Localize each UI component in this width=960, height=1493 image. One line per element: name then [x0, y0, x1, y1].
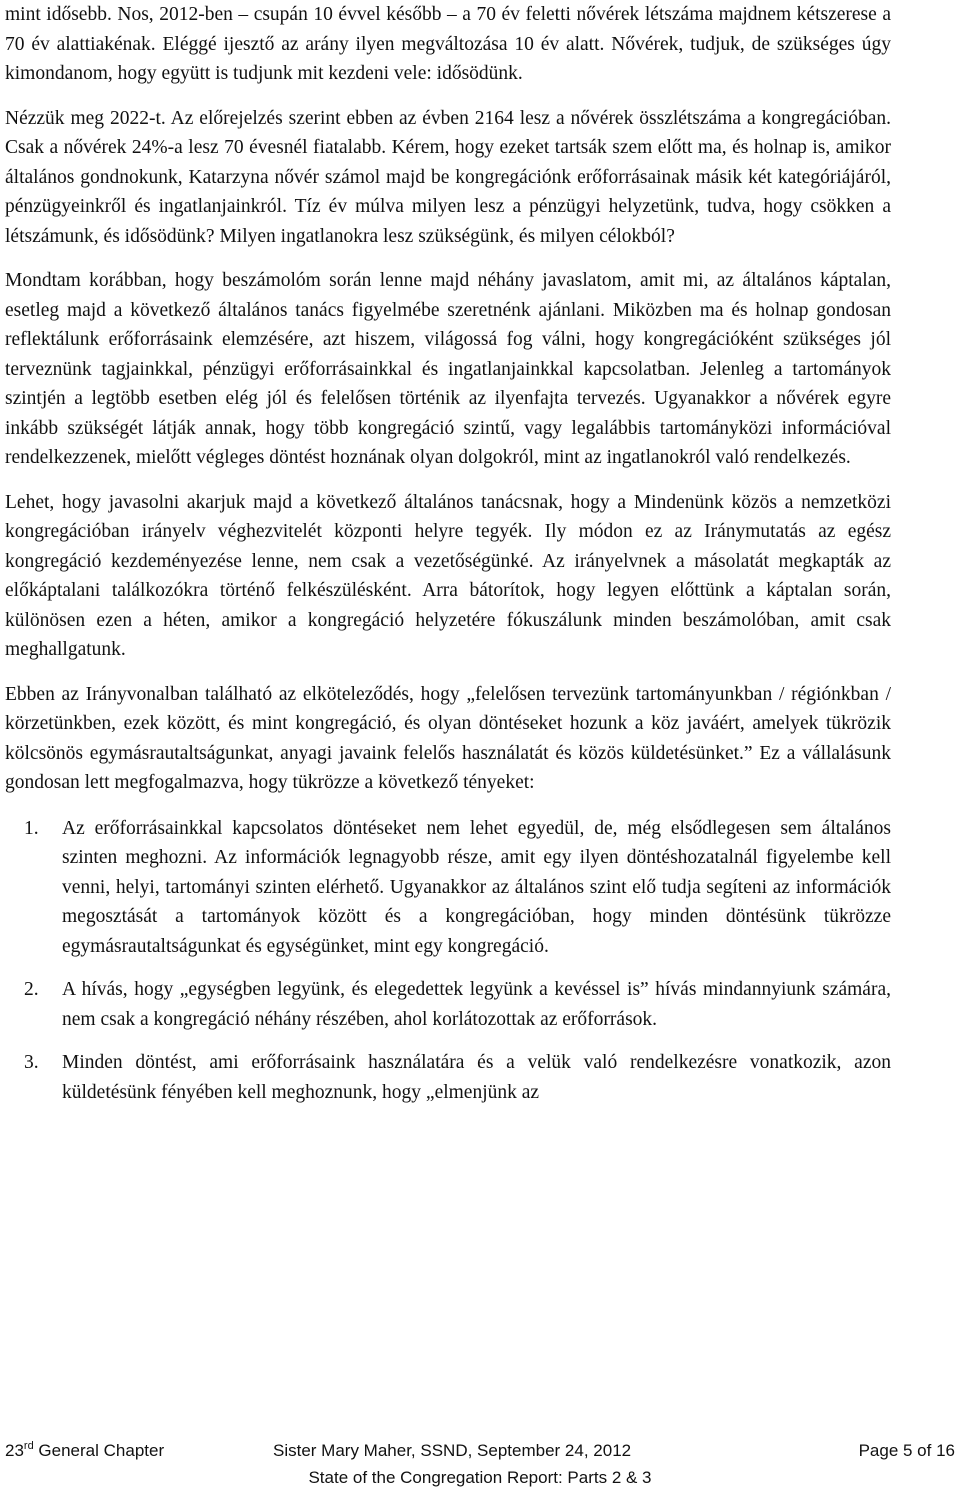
list-number: 2.: [24, 979, 39, 1000]
list-item: [5, 975, 891, 1034]
list-item-text: Minden döntést, ami erőforrásaink használatára és a velük való rendelkezésre vonatkozik, azon küldetésünk fényében kell meghoznunk, hogy „elmenjünk az: [62, 1052, 891, 1103]
footer-report-title: State of the Congregation Report: Parts 2 & 3: [308, 1468, 652, 1487]
list-item: [5, 1048, 891, 1107]
list-number: 3.: [24, 1052, 39, 1073]
paragraph: Ebben az Irányvonalban található az elköteleződés, hogy „felelősen tervezünk tartományunkban / régiónkban / körzetünkben, ezek között, és mint kongregáció, és olyan döntéseket hozunk a köz javáért, amelyek tükrözik kölcsönös egymásrautaltságunkat, anyagi javaink felelős használatát és közös küldetésünket.” Ez a vállalásunk gondosan lett megfogalmazva, hogy tükrözze a következő tényeket:: [5, 683, 891, 793]
list-item-text: A hívás, hogy „egységben legyünk, és elegedettek legyünk a kevéssel is” hívás mindannyiunk számára, nem csak a kongregáció néhány részében, ahol korlátozottak az erőforrások.: [62, 979, 891, 1030]
paragraph: mint idősebb. Nos, 2012-ben – csupán 10 évvel később – a 70 év feletti nővérek létszáma majdnem kétszerese a 70 év alattiakénak. Eléggé ijesztő az arány ilyen megváltozása 10 év alatt. Nővérek, tudjuk, de szükséges úgy kimondanom, hogy együtt is tudjunk mit kezdeni vele: idősödünk.: [5, 4, 891, 84]
footer-author-date: Sister Mary Maher, SSND, September 24, 2012: [273, 1441, 632, 1460]
chapter-title: General Chapter: [33, 1441, 165, 1460]
list-item: [5, 814, 891, 962]
paragraph: Nézzük meg 2022-t. Az előrejelzés szerint ebben az évben 2164 lesz a nővérek összlétszáma a kongregációban. Csak a nővérek 24%-a lesz 70 évesnél fiatalabb. Kérem, hogy ezeket tartsák szem előtt ma, és holnap is, amikor általános gondnokunk, Katarzyna nővér számol majd be kongregációnk erőforrásainak másik két kategóriájáról, pénzügyeinkről és ingatlanjainkról. Tíz év múlva milyen lesz a pénzügyi helyzetünk, tudva, hogy csökken a létszámunk, és idősödünk? Milyen ingatlanokra lesz szükségünk, és milyen célokból?: [5, 107, 891, 247]
chapter-number: 23: [5, 1441, 24, 1460]
paragraph: Lehet, hogy javasolni akarjuk majd a következő általános tanácsnak, hogy a Mindenünk közös a nemzetközi kongregációban irányelv véghezvitelét központi helyre tegyék. Ily módon ez az Iránymutatás az egész kongregáció kezdeményezése lenne, nem csak a vezetőségünké. Az irányelvnek a másolatát megkapták az előkáptalani találkozókra történő felkészülésként. Arra bátorítok, hogy legyen előttünk a káptalan során, különösen ezen a héten, amikor a kongregáció helyzetére fókuszálunk minden beszámolóban, amit csak meghallgatunk.: [5, 491, 891, 660]
chapter-suffix: rd: [23, 1440, 34, 1452]
paragraph: Mondtam korábban, hogy beszámolóm során lenne majd néhány javaslatom, amit mi, az általános káptalan, esetleg majd a következő általános tanács figyelmébe szeretnénk ajánlani. Miközben ma és holnap gondosan reflektálunk erőforrásaink elemzésére, azt hiszem, világossá fog válni, hogy kongregációként szükséges jól terveznünk tagjainkkal, pénzügyi erőforrásainkkal és ingatlanjainkkal kapcsolatban. Jelenleg a tartományok szintjén a legtöbb esetben elég jól és felelősen történik az ilyenfajta tervezés. Ugyanakkor a nővérek egyre inkább szükségét látják annak, hogy több kongregáció szintű, vagy legalábbis tartományközi információval rendelkezzenek, mielőtt végleges döntést hoznának olyan dolgokról, mint az ingatlanokról való rendelkezés.: [5, 270, 891, 468]
page-footer: [5, 1441, 955, 1465]
footer-chapter: [5, 1441, 164, 1461]
numbered-list: [5, 814, 891, 1108]
footer-page-number: Page 5 of 16: [858, 1441, 955, 1460]
list-item-text: Az erőforrásainkkal kapcsolatos döntéseket nem lehet egyedül, de, még elsődlegesen sem általános szinten meghozni. Az információk legnagyobb része, amit egy ilyen döntéshozatalnál figyelembe kell venni, helyi, tartományi szinten elérhető. Ugyanakkor az általános szint elő tudja segíteni az információk megosztását a tartományok között és a kongregációban, hogy minden döntésünk tükrözze egymásrautaltságunkat és egységünket, mint egy kongregáció.: [62, 817, 891, 957]
list-number: 1.: [24, 817, 39, 839]
body-text: [5, 0, 891, 1121]
